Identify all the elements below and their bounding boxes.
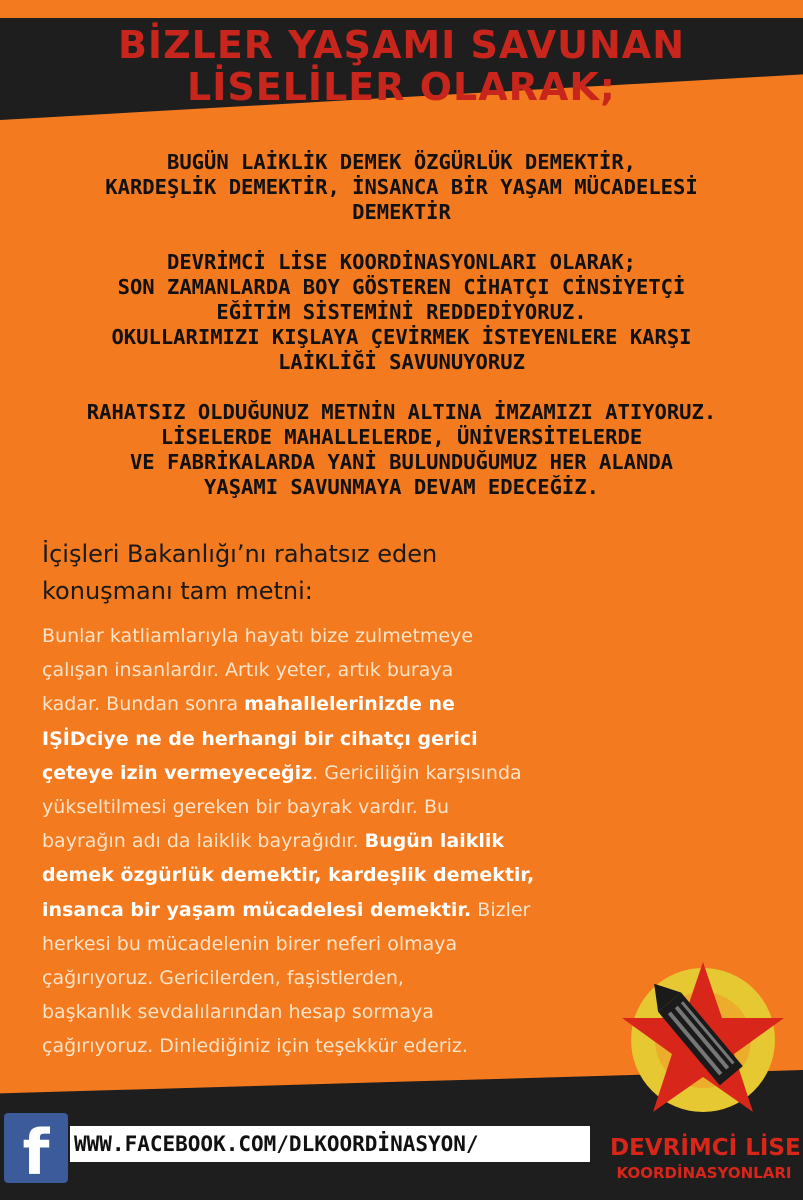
speech-line (42, 1029, 632, 1063)
speech-text: çağırıyoruz. Dinlediğiniz için teşekkür ederiz. (42, 1035, 468, 1058)
speech-line (42, 790, 632, 824)
facebook-icon[interactable] (4, 1113, 68, 1183)
speech-line (42, 995, 632, 1029)
speech-text: çağırıyoruz. Gericilerden, faşistlerden, (42, 967, 404, 990)
statements (20, 150, 783, 525)
speech-text: herkesi bu mücadelenin birer neferi olmaya (42, 932, 458, 955)
speech-emphasis: demek özgürlük demektir, kardeşlik demektir, (42, 864, 535, 887)
speech-line (42, 687, 632, 721)
speech-line (42, 824, 632, 858)
org-name: DEVRİMCİ LİSE (610, 1135, 801, 1161)
statement-line: KARDEŞLİK DEMEKTİR, İNSANCA BİR YAŞAM MÜCADELESİ (105, 175, 698, 199)
speech-text: çalışan insanlardır. Artık yeter, artık buraya (42, 659, 454, 682)
speech-text: kadar. Bundan sonra (42, 693, 245, 716)
statement-paragraph-2 (20, 250, 783, 375)
headline (0, 24, 803, 108)
statement-line: DEMEKTİR (352, 200, 451, 224)
statement-line: BUGÜN LAİKLİK DEMEK ÖZGÜRLÜK DEMEKTİR, (167, 150, 636, 174)
statement-line: VE FABRİKALARDA YANİ BULUNDUĞUMUZ HER ALANDA (129, 450, 674, 474)
headline-line-1: BİZLER YAŞAMI SAVUNAN (117, 23, 686, 67)
speech-title-line-1: İçişleri Bakanlığı’nı rahatsız eden (42, 540, 438, 568)
speech-emphasis: Bugün laiklik (364, 830, 505, 853)
org-subtitle: KOORDİNASYONLARI (616, 1164, 792, 1182)
speech-text: Bunlar katliamlarıyla hayatı bize zulmetmeye (42, 625, 474, 647)
statement-line: RAHATSIZ OLDUĞUNUZ METNİN ALTINA İMZAMIZI ATIYORUZ. (86, 400, 717, 424)
statement-line: LİSELERDE MAHALLELERDE, ÜNİVERSİTELERDE (160, 425, 643, 449)
statement-line: OKULLARIMIZI KIŞLAYA ÇEVİRMEK İSTEYENLERE KARŞI (111, 325, 692, 349)
speech-text: Bizler (471, 898, 531, 921)
headline-line-2: LİSELİLER OLARAK; (187, 65, 616, 109)
speech-emphasis: mahallelerinizde ne (244, 693, 455, 716)
statement-line: YAŞAMI SAVUNMAYA DEVAM EDECEĞİZ. (204, 475, 599, 499)
speech-emphasis: insanca bir yaşam mücadelesi demektir. (42, 898, 472, 921)
facebook-glyph: f (22, 1116, 50, 1183)
speech-text: başkanlık sevdalılarından hesap sormaya (42, 1001, 434, 1024)
speech-emphasis: IŞİDciye ne de herhangi bir cihatçı gerici (42, 727, 478, 750)
speech-line (42, 927, 632, 961)
speech-line (42, 756, 632, 790)
top-edge-strip (0, 0, 803, 18)
statement-paragraph-1 (20, 150, 783, 225)
speech-text: yükseltilmesi gereken bir bayrak vardır. Bu (42, 796, 450, 819)
speech-body (42, 619, 632, 1064)
statement-paragraph-3 (20, 400, 783, 500)
speech-line (42, 858, 632, 892)
speech-title-line-2: konuşmanı tam metni: (42, 577, 313, 605)
red-star-pencil-logo-icon (608, 960, 798, 1130)
statement-line: DEVRİMCİ LİSE KOORDİNASYONLARI OLARAK; (167, 250, 636, 274)
statement-line: SON ZAMANLARDA BOY GÖSTEREN CİHATÇI CİNSİYETÇİ (117, 275, 686, 299)
speech-text: bayrağın adı da laiklik bayrağıdır. (42, 830, 365, 853)
statement-line: LAİKLİĞİ SAVUNUYORUZ (278, 350, 525, 374)
statement-line: EĞİTİM SİSTEMİNİ REDDEDİYORUZ. (216, 300, 587, 324)
speech-line (42, 722, 632, 756)
speech-title (42, 536, 602, 610)
speech-line (42, 619, 632, 653)
speech-emphasis: çeteye izin vermeyeceğiz (42, 761, 313, 784)
speech-line (42, 961, 632, 995)
facebook-url-link[interactable]: WWW.FACEBOOK.COM/DLKOORDİNASYON/ (74, 1132, 479, 1156)
speech-line (42, 653, 632, 687)
speech-text: . Gericiliğin karşısında (312, 761, 522, 784)
speech-line (42, 893, 632, 927)
